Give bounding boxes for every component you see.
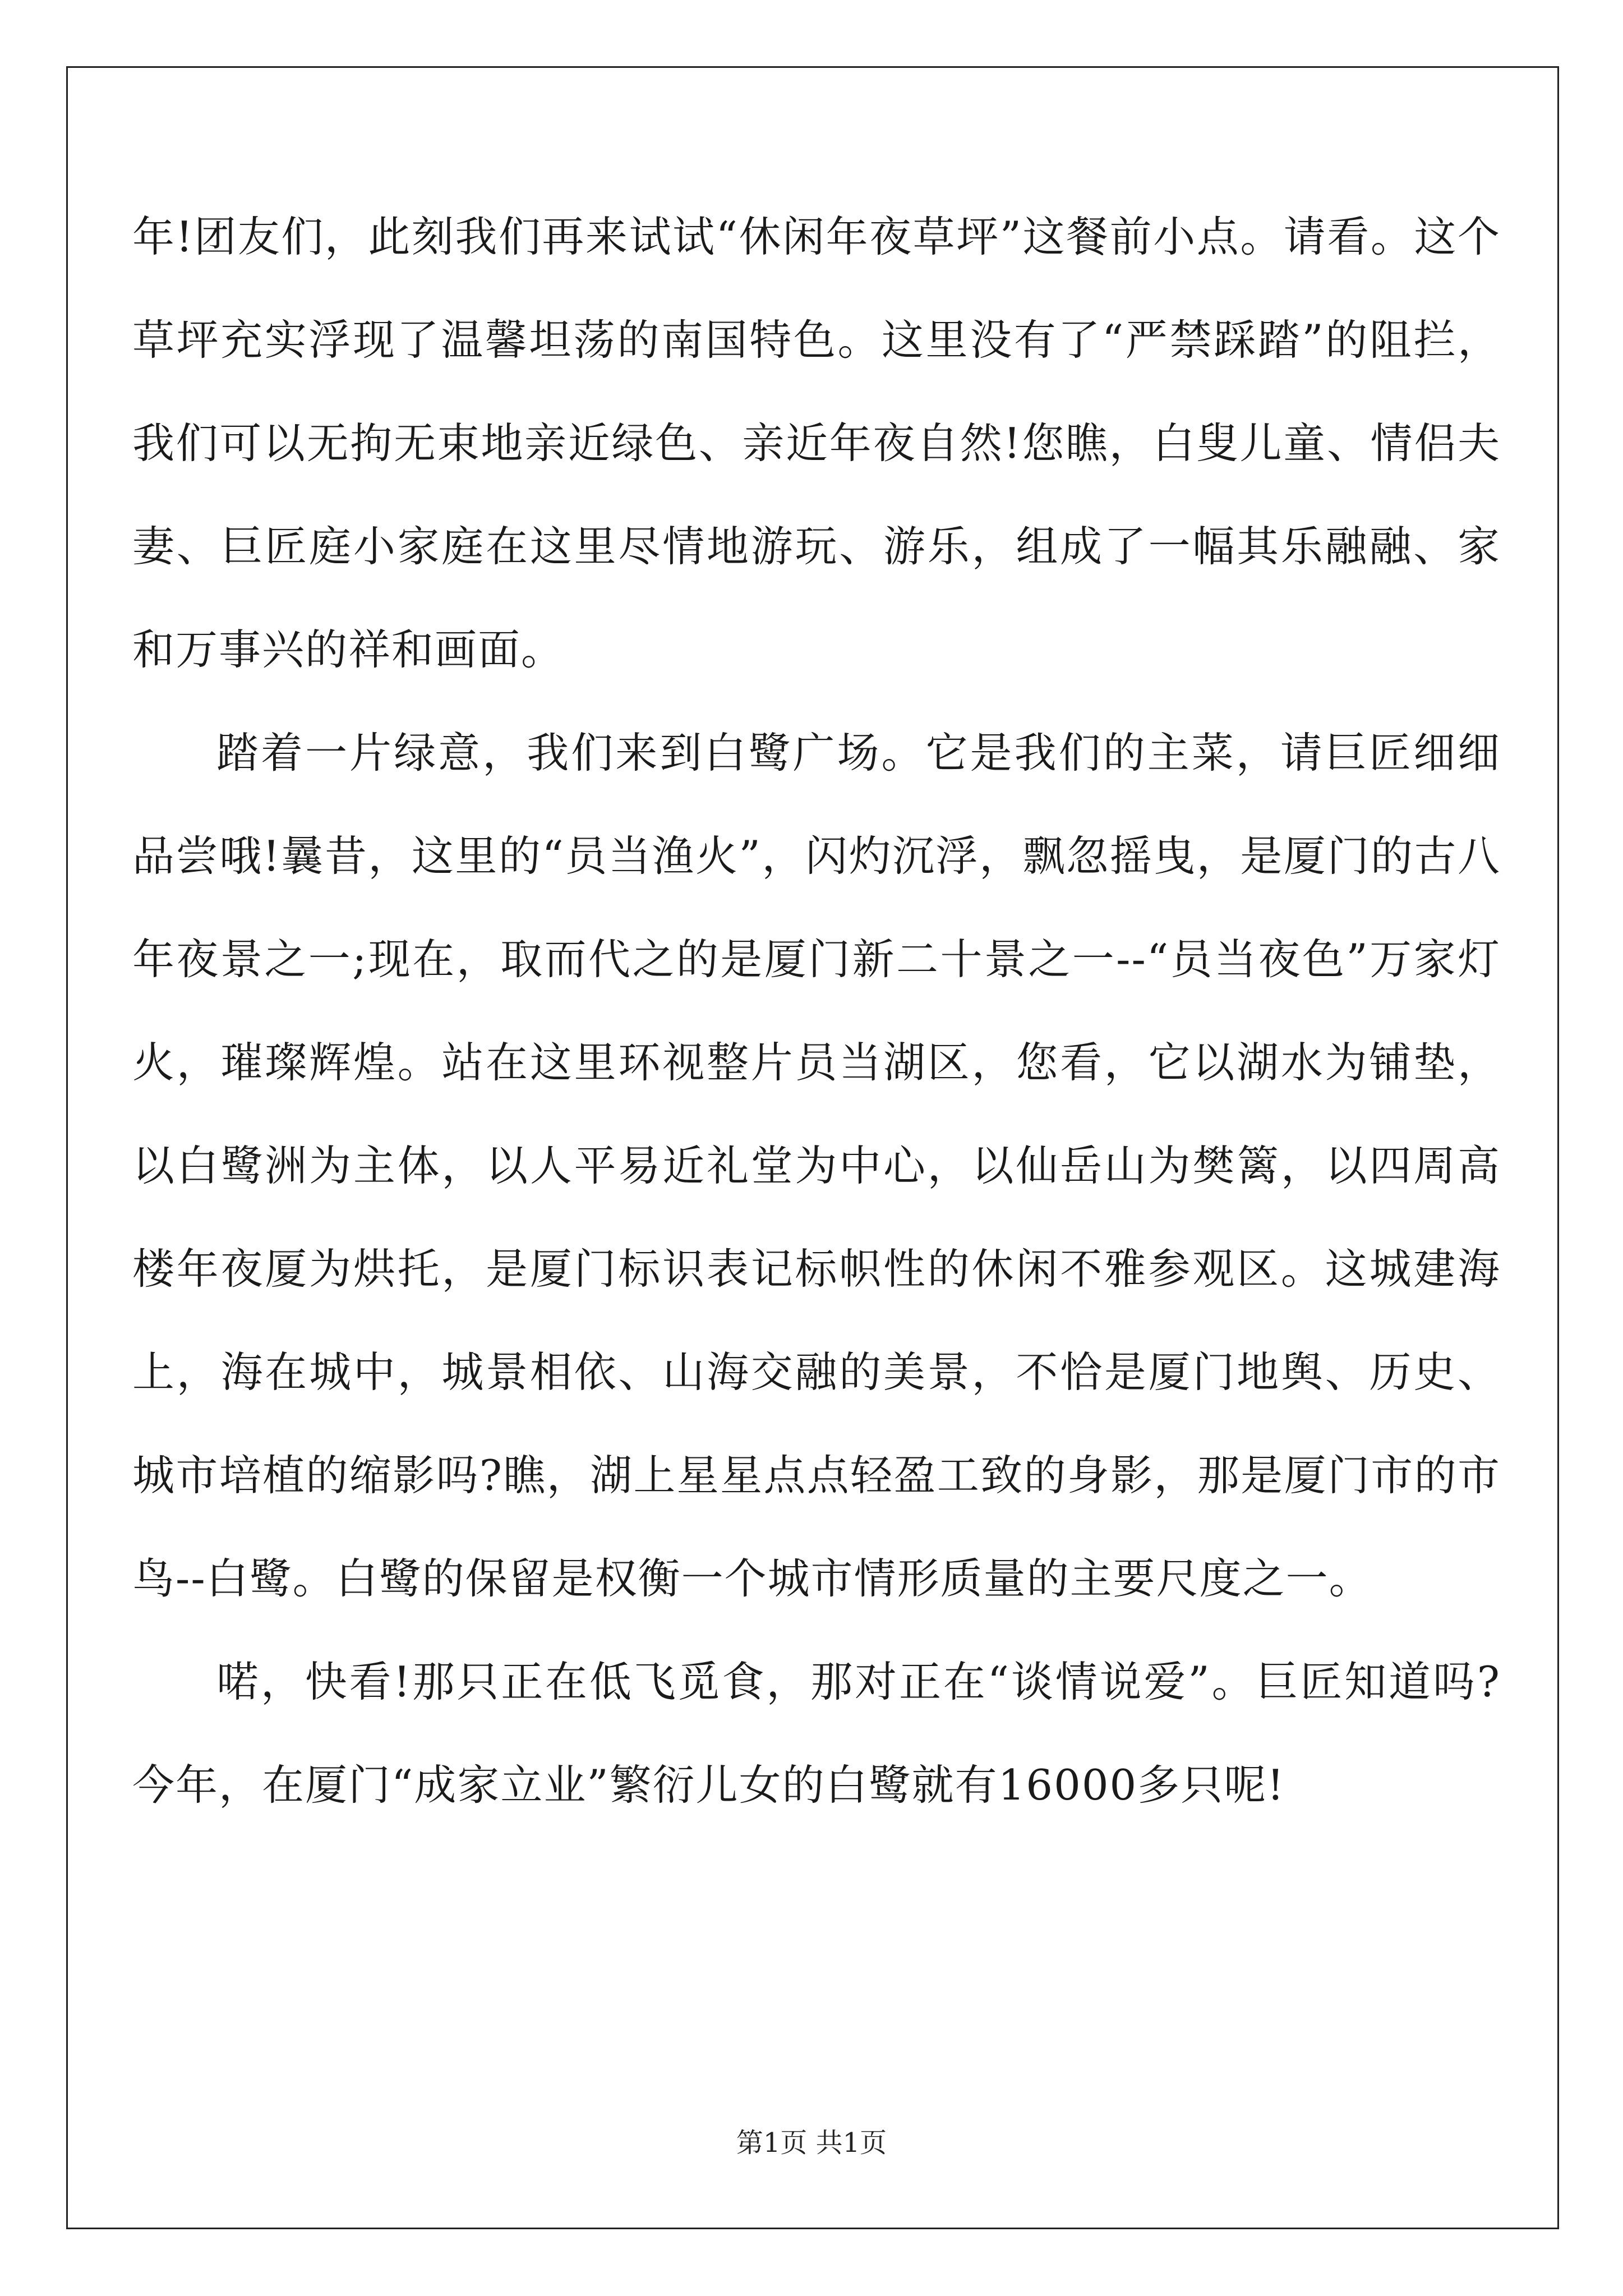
paragraph-2: 踏着一片绿意，我们来到白鹭广场。它是我们的主菜，请巨匠细细品尝哦!曩昔，这里的“员当渔火”，闪灼沉浮，飘忽摇曳，是厦门的古八年夜景之一;现在，取而代之的是厦门新二十景之一--“员当夜色”万家灯火，璀璨辉煌。站在这里环视整片员当湖区，您看，它以湖水为铺垫，以白鹭洲为主体，以人平易近礼堂为中心，以仙岳山为樊篱，以四周高楼年夜厦为烘托，是厦门标识表记标帜性的休闲不雅参观区。这城建海上，海在城中，城景相依、山海交融的美景，不恰是厦门地舆、历史、城市培植的缩影吗?瞧，湖上星星点点轻盈工致的身影，那是厦门市的市鸟--白鹭。白鹭的保留是权衡一个城市情形质量的主要尺度之一。 xyxy=(132,728,1501,1603)
document-body xyxy=(132,185,1501,1837)
page-number-footer: 第1页 共1页 xyxy=(736,2127,887,2159)
paragraph-3: 喏，快看!那只正在低飞觅食，那对正在“谈情说爱”。巨匠知道吗?今年，在厦门“成家立业”繁衍儿女的白鹭就有16000多只呢! xyxy=(132,1657,1501,1810)
paragraph-1: 年!团友们，此刻我们再来试试“休闲年夜草坪”这餐前小点。请看。这个草坪充实浮现了温馨坦荡的南国特色。这里没有了“严禁踩踏”的阻拦，我们可以无拘无束地亲近绿色、亲近年夜自然!您瞧，白叟儿童、情侣夫妻、巨匠庭小家庭在这里尽情地游玩、游乐，组成了一幅其乐融融、家和万事兴的祥和画面。 xyxy=(132,212,1501,674)
